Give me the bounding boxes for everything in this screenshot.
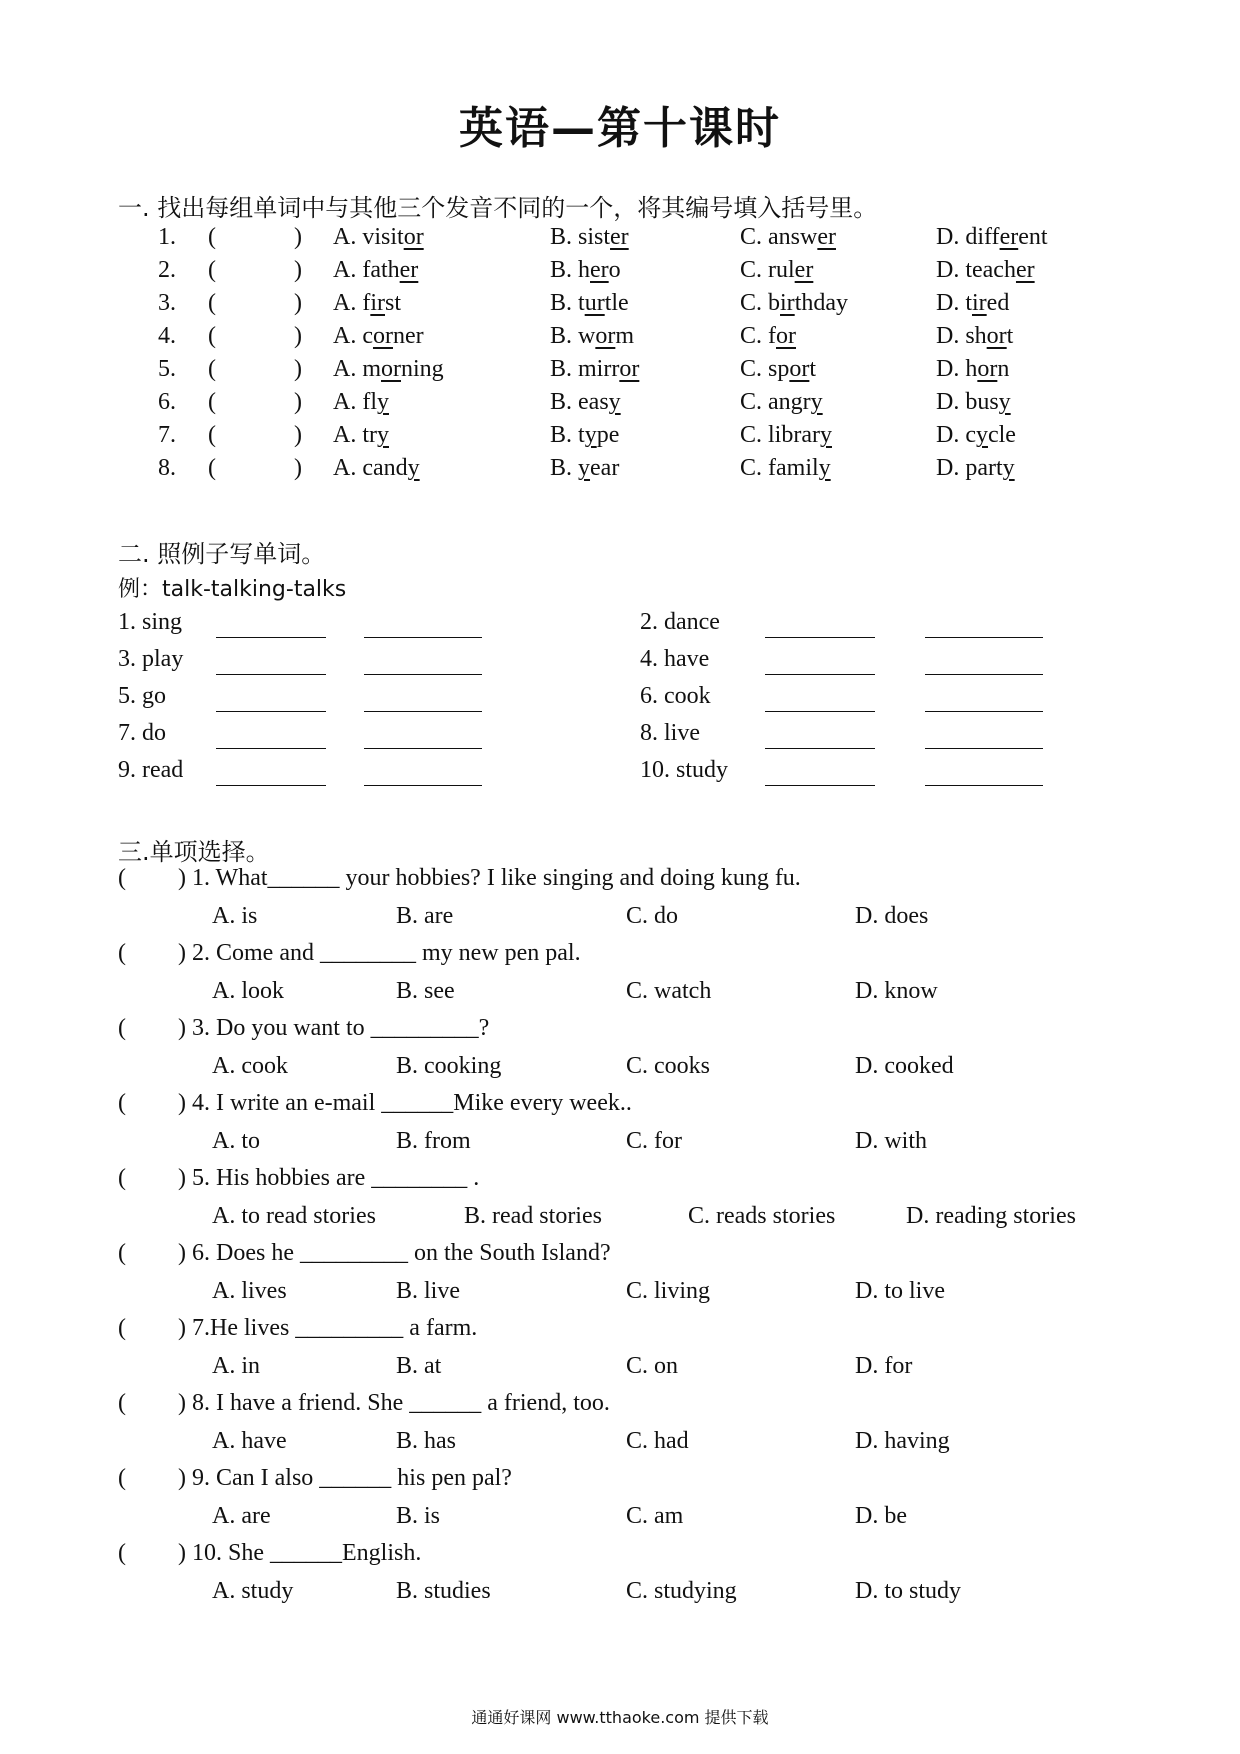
answer-option [740,356,816,383]
choice-option: B. studies [396,1578,491,1604]
choice-option: C. do [626,903,679,929]
question-stem: ) 10. She ______English. [178,1540,422,1566]
underlined-letters: y [407,455,420,481]
option-text: B. w [550,323,596,349]
answer-blank[interactable] [216,637,326,638]
underlined-letters: ur [584,290,605,316]
answer-option [740,224,836,251]
option-text: C. rul [740,257,795,283]
answer-option [333,422,389,449]
option-text: A. tr [333,422,377,448]
answer-option [550,422,619,449]
question-number: 5. [158,356,176,382]
answer-option [936,422,1016,449]
question-stem: ) 9. Can I also ______ his pen pal? [178,1465,512,1491]
option-text: C. sp [740,356,790,382]
section3-heading: 三.单项选择。 [118,838,270,866]
paren-open: ( [208,455,216,481]
underlined-letters: y [810,389,823,415]
paren-open: ( [118,1315,126,1341]
choice-option: B. read stories [464,1203,602,1229]
choice-option: A. study [212,1578,294,1604]
answer-blank[interactable] [364,637,482,638]
question-number: 3. [158,290,176,316]
option-text: B. h [550,257,591,283]
answer-blank[interactable] [925,748,1043,749]
answer-option [936,290,1009,317]
option-text: B. mirr [550,356,620,382]
option-text: m [615,323,635,349]
answer-blank[interactable] [765,637,875,638]
paren-open: ( [208,389,216,415]
answer-option [740,257,813,284]
choice-option: C. for [626,1128,682,1154]
paren-open: ( [208,356,216,382]
option-text: C. famil [740,455,819,481]
option-text: ning [401,356,444,382]
answer-blank[interactable] [364,748,482,749]
underlined-letters: er [590,257,609,283]
answer-option [936,455,1015,482]
paren-open: ( [118,1090,126,1116]
answer-option [333,356,444,383]
section2-heading: 二. 照例子写单词。 [118,540,326,568]
question-stem: ) 2. Come and ________ my new pen pal. [178,940,581,966]
underlined-letters: y [818,455,831,481]
answer-blank[interactable] [765,674,875,675]
paren-close: ) [294,224,302,250]
choice-option: C. on [626,1353,679,1379]
answer-blank[interactable] [364,674,482,675]
answer-blank[interactable] [925,637,1043,638]
paren-close: ) [294,257,302,283]
choice-option: A. are [212,1503,271,1529]
option-text: D. h [936,356,978,382]
question-stem: ) 5. His hobbies are ________ . [178,1165,480,1191]
answer-option [550,356,639,383]
choice-option: D. having [855,1428,950,1454]
option-text: C. librar [740,422,820,448]
word-prompt: 6. cook [640,683,711,709]
word-prompt: 8. live [640,720,700,746]
answer-blank[interactable] [216,711,326,712]
option-text: t [1006,323,1014,349]
answer-blank[interactable] [925,785,1043,786]
option-text: cle [987,422,1016,448]
paren-open: ( [118,1240,126,1266]
option-text: A. fl [333,389,377,415]
choice-option: D. does [855,903,929,929]
underlined-letters: er [399,257,419,283]
paren-close: ) [294,356,302,382]
choice-option: C. cooks [626,1053,710,1079]
word-prompt: 10. study [640,757,729,783]
paren-open: ( [208,257,216,283]
answer-blank[interactable] [765,785,875,786]
choice-option: B. see [396,978,455,1004]
option-text: B. t [550,422,585,448]
word-prompt: 4. have [640,646,710,672]
choice-option: B. are [396,903,454,929]
question-stem: ) 6. Does he _________ on the South Island? [178,1240,611,1266]
paren-open: ( [208,290,216,316]
question-number: 4. [158,323,176,349]
underlined-letters: or [595,323,616,349]
choice-option: C. studying [626,1578,737,1604]
option-text: B. t [550,290,585,316]
underlined-letters: or [986,323,1007,349]
answer-blank[interactable] [216,785,326,786]
answer-option [936,224,1048,251]
paren-open: ( [208,422,216,448]
choice-option: C. watch [626,978,712,1004]
underlined-letters: er [794,257,814,283]
answer-option [740,455,831,482]
option-text: C. answ [740,224,818,250]
choice-option: A. is [212,903,258,929]
choice-option: C. living [626,1278,711,1304]
option-text: pe [596,422,620,448]
paren-open: ( [118,1390,126,1416]
answer-option [550,455,619,482]
option-text: D. c [936,422,976,448]
answer-option [333,224,424,251]
answer-blank[interactable] [216,748,326,749]
answer-option [550,257,621,284]
answer-option [740,422,832,449]
question-number: 8. [158,455,176,481]
option-text: B. eas [550,389,609,415]
answer-option [936,323,1013,350]
option-text: A. m [333,356,381,382]
question-number: 6. [158,389,176,415]
underlined-letters: y [975,422,988,448]
answer-option [333,290,401,317]
option-text: ed [986,290,1010,316]
underlined-letters: y [578,455,591,481]
option-text: C. b [740,290,781,316]
option-text: A. fath [333,257,400,283]
choice-option: A. look [212,978,284,1004]
choice-option: D. know [855,978,938,1004]
answer-option [550,389,621,416]
option-text: D. diff [936,224,1000,250]
paren-open: ( [118,865,126,891]
answer-blank[interactable] [765,748,875,749]
choice-option: D. to study [855,1578,962,1604]
choice-option: B. cooking [396,1053,502,1079]
choice-option: D. cooked [855,1053,954,1079]
option-text: ner [392,323,424,349]
word-prompt: 7. do [118,720,166,746]
underlined-letters: er [817,224,836,250]
question-stem: ) 7.He lives _________ a farm. [178,1315,478,1341]
answer-option [333,455,420,482]
paren-open: ( [118,940,126,966]
underlined-letters: er [610,224,629,250]
paren-open: ( [208,323,216,349]
choice-option: A. in [212,1353,260,1379]
underlined-letters: ir [370,290,385,316]
choice-option: B. at [396,1353,442,1379]
option-text: B. sist [550,224,611,250]
underlined-letters: or [619,356,640,382]
option-text: ear [590,455,620,481]
section2-example: 例：talk-talking-talks [118,577,347,602]
option-text: B. [550,455,579,481]
answer-option [550,290,629,317]
underlined-letters: y [608,389,621,415]
word-prompt: 9. read [118,757,184,783]
underlined-letters: or [977,356,998,382]
word-prompt: 5. go [118,683,166,709]
underlined-letters: y [584,422,597,448]
choice-option: B. has [396,1428,456,1454]
word-prompt: 3. play [118,646,184,672]
answer-option [333,257,418,284]
answer-option [333,323,424,350]
paren-open: ( [118,1465,126,1491]
option-text: o [608,257,621,283]
answer-option [936,356,1009,383]
underlined-letters: y [819,422,832,448]
choice-option: D. be [855,1503,907,1529]
footer-source: 通通好课网 www.tthaoke.com 提供下载 [471,1708,769,1727]
choice-option: D. reading stories [906,1203,1076,1229]
question-stem: ) 8. I have a friend. She ______ a friend, too. [178,1390,610,1416]
option-text: A. cand [333,455,408,481]
choice-option: C. am [626,1503,684,1529]
underlined-letters: or [403,224,424,250]
underlined-letters: or [381,356,401,382]
option-text: A. f [333,290,371,316]
choice-option: B. from [396,1128,471,1154]
underlined-letters: ir [780,290,795,316]
underlined-letters: y [377,389,389,415]
answer-option [550,323,634,350]
option-text: D. sh [936,323,987,349]
answer-option [936,257,1035,284]
answer-option [333,389,389,416]
option-text: thday [794,290,849,316]
choice-option: C. had [626,1428,689,1454]
question-number: 2. [158,257,176,283]
option-text: C. angr [740,389,811,415]
paren-close: ) [294,389,302,415]
word-prompt: 2. dance [640,609,720,635]
choice-option: D. with [855,1128,927,1154]
paren-open: ( [208,224,216,250]
answer-option [740,389,823,416]
answer-blank[interactable] [216,674,326,675]
choice-option: B. is [396,1503,441,1529]
answer-blank[interactable] [765,711,875,712]
option-text: C. f [740,323,776,349]
choice-option: A. to [212,1128,260,1154]
choice-option: A. have [212,1428,287,1454]
option-text: D. teach [936,257,1016,283]
underlined-letters: y [1002,455,1015,481]
paren-open: ( [118,1540,126,1566]
question-number: 7. [158,422,176,448]
option-text: D. part [936,455,1003,481]
paren-close: ) [294,422,302,448]
underlined-letters: ir [972,290,987,316]
underlined-letters: er [1015,257,1035,283]
choice-option: C. reads stories [688,1203,836,1229]
underlined-letters: or [789,356,810,382]
option-text: A. c [333,323,373,349]
choice-option: A. lives [212,1278,287,1304]
paren-open: ( [118,1015,126,1041]
choice-option: A. cook [212,1053,288,1079]
choice-option: B. live [396,1278,460,1304]
paren-close: ) [294,455,302,481]
paren-close: ) [294,323,302,349]
option-text: st [385,290,402,316]
choice-option: D. for [855,1353,913,1379]
underlined-letters: or [372,323,393,349]
option-text: D. bus [936,389,999,415]
underlined-letters: er [999,224,1019,250]
section1-heading: 一. 找出每组单词中与其他三个发音不同的一个，将其编号填入括号里。 [118,194,878,222]
answer-option [740,323,796,350]
question-stem: ) 4. I write an e-mail ______Mike every week.. [178,1090,632,1116]
paren-close: ) [294,290,302,316]
option-text: t [809,356,817,382]
question-stem: ) 3. Do you want to _________? [178,1015,490,1041]
choice-option: D. to live [855,1278,945,1304]
choice-option: A. to read stories [212,1203,376,1229]
underlined-letters: or [776,323,796,349]
answer-option [550,224,629,251]
answer-option [740,290,848,317]
question-number: 1. [158,224,176,250]
answer-blank[interactable] [925,674,1043,675]
page-title: 英语—第十课时 [459,103,781,154]
option-text: n [997,356,1010,382]
option-text: A. visit [333,224,404,250]
question-stem: ) 1. What______ your hobbies? I like singing and doing kung fu. [178,865,801,891]
option-text: D. t [936,290,972,316]
option-text: ent [1018,224,1048,250]
answer-option [936,389,1011,416]
word-prompt: 1. sing [118,609,183,635]
option-text: tle [604,290,629,316]
paren-open: ( [118,1165,126,1191]
underlined-letters: y [998,389,1011,415]
answer-blank[interactable] [364,785,482,786]
answer-blank[interactable] [364,711,482,712]
answer-blank[interactable] [925,711,1043,712]
underlined-letters: y [377,422,389,448]
